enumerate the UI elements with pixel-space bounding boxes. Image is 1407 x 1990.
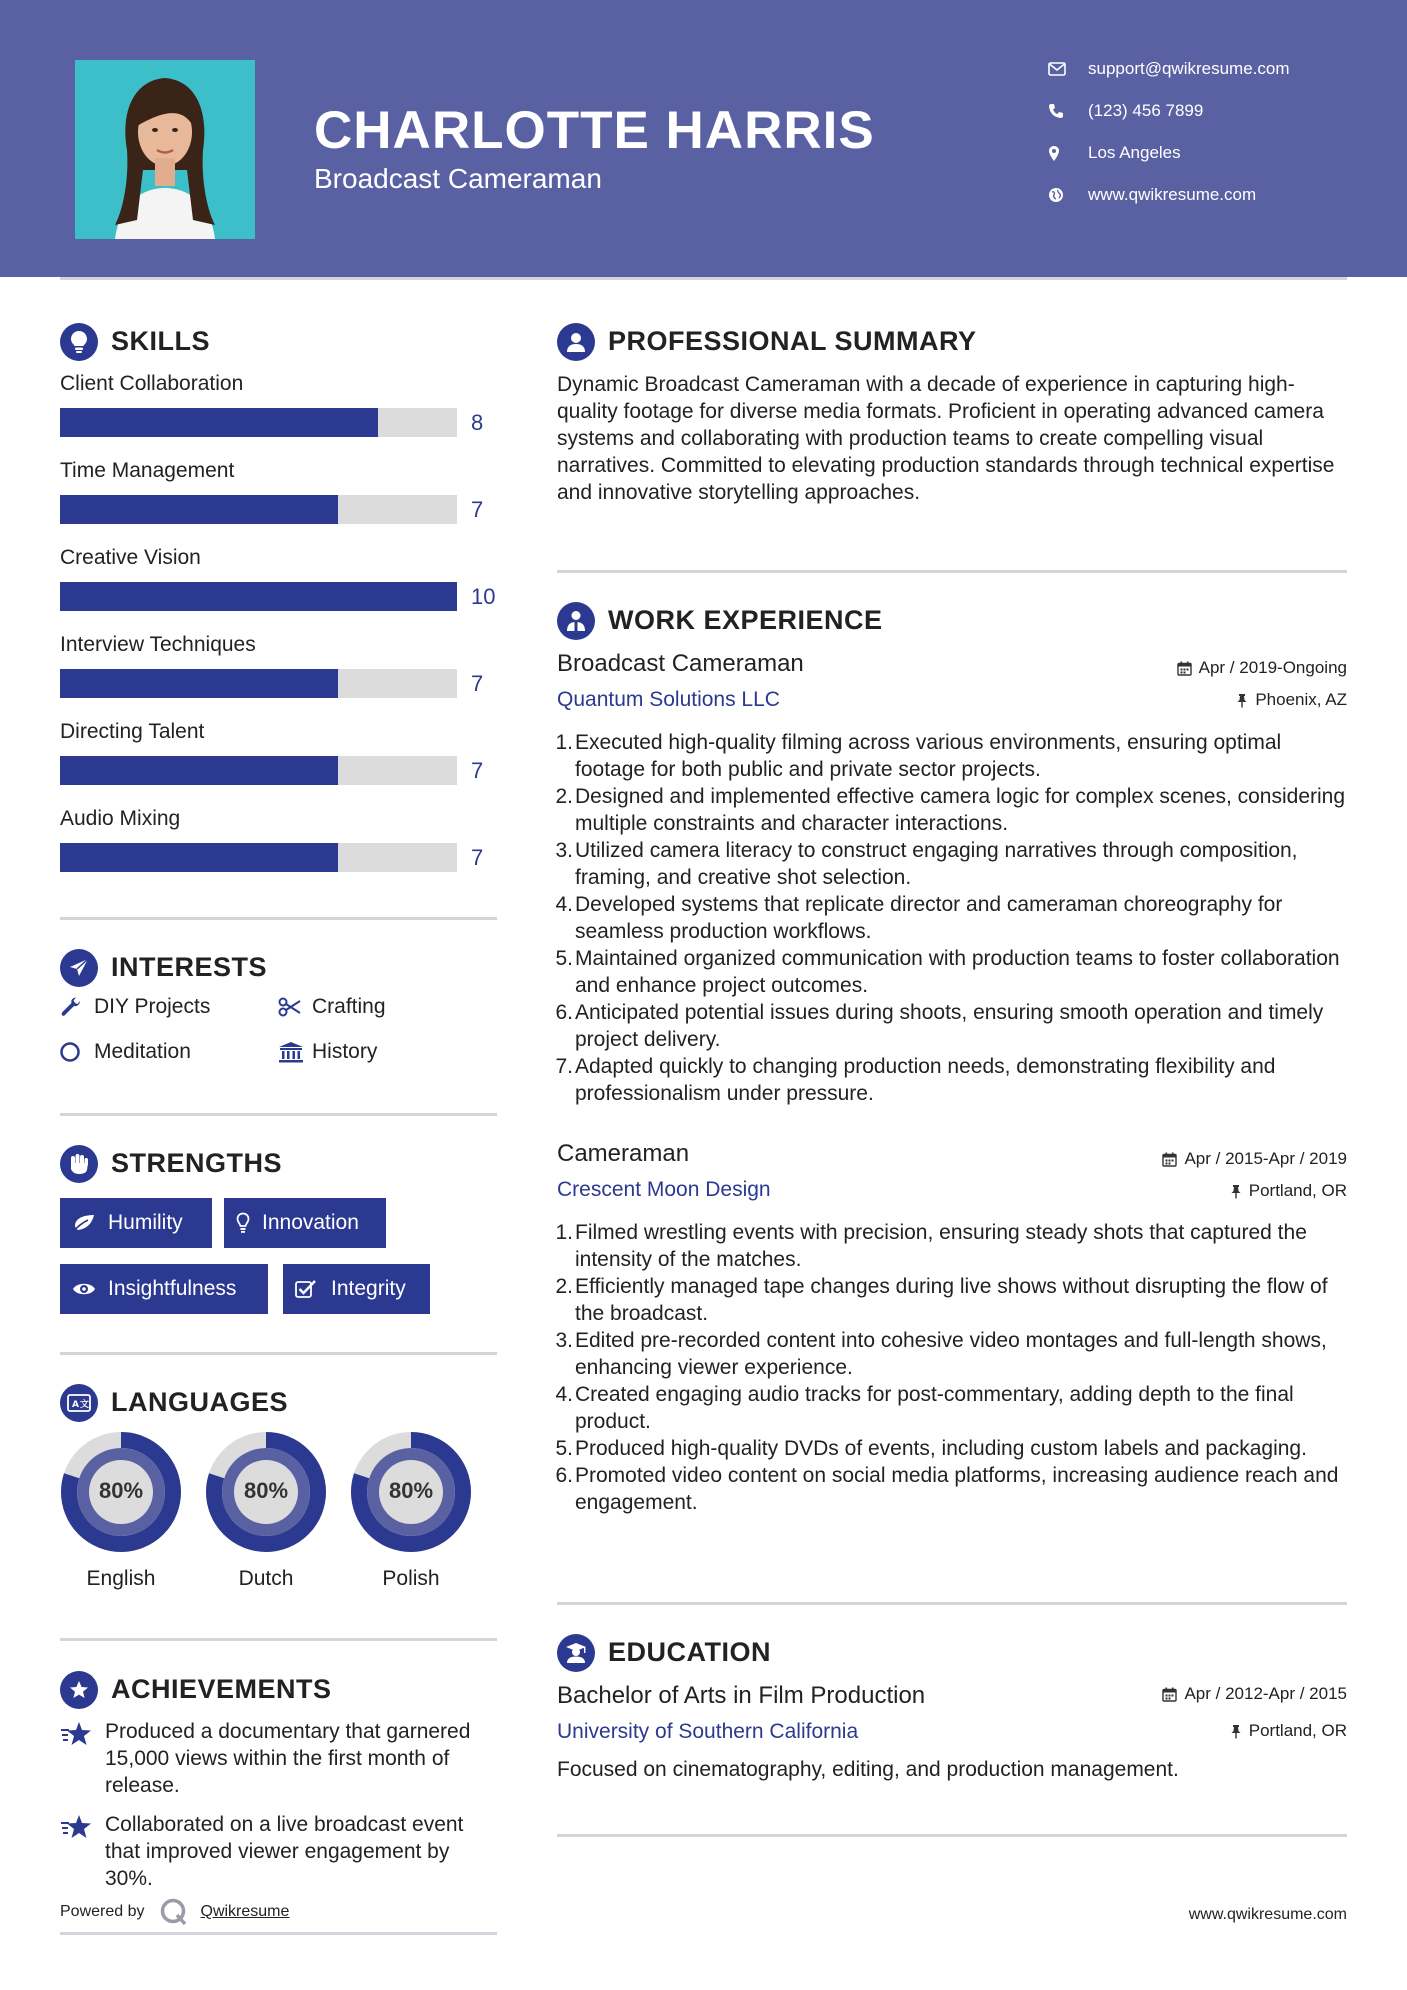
interest-crafting — [278, 995, 386, 1019]
language-label: Polish — [382, 1567, 440, 1590]
interest-diy-projects — [60, 995, 210, 1019]
skill-bar-fill — [60, 843, 338, 872]
skill-bar-track — [60, 843, 457, 872]
checkbox-icon — [295, 1279, 331, 1299]
skill-value: 7 — [471, 758, 484, 783]
responsibility-item — [557, 1435, 1350, 1462]
skill-value: 7 — [471, 671, 484, 696]
achievements-title: ACHIEVEMENTS — [111, 1674, 332, 1704]
responsibility-text: Edited pre-recorded content into cohesive video montages and full-length shows, enhancing viewer experience. — [575, 1329, 1327, 1379]
language-label: Dutch — [238, 1567, 294, 1590]
skill-bar-fill — [60, 582, 457, 611]
scissors-icon — [278, 997, 312, 1017]
responsibility-item — [557, 999, 1350, 1053]
skill-label: Time Management — [60, 459, 235, 482]
list-number: 4. — [555, 1383, 573, 1406]
job-date — [1162, 1149, 1347, 1169]
phone-icon — [1048, 103, 1088, 119]
skill-label: Interview Techniques — [60, 633, 256, 656]
interest-label: Crafting — [312, 995, 386, 1018]
skill-bar-track — [60, 669, 457, 698]
interest-history — [278, 1040, 377, 1064]
language-ring — [60, 1431, 182, 1553]
job-location-text: Phoenix, AZ — [1255, 690, 1347, 709]
achievement-item — [60, 1811, 500, 1892]
eye-icon — [72, 1281, 108, 1297]
responsibility-text: Executed high-quality filming across various environments, ensuring optimal footage for both public and private sector projects. — [575, 731, 1282, 781]
contact-location-text: Los Angeles — [1088, 143, 1181, 162]
summary-divider — [557, 570, 1347, 573]
paper-plane-icon — [60, 949, 98, 987]
achievement-item — [60, 1718, 500, 1799]
svg-text:A: A — [72, 1400, 79, 1410]
responsibility-text: Produced high-quality DVDs of events, including custom labels and packaging. — [575, 1437, 1307, 1460]
strength-label: Humility — [108, 1211, 183, 1234]
responsibility-text: Adapted quickly to changing production needs, demonstrating flexibility and professionalism under pressure. — [575, 1055, 1276, 1105]
skill-value: 10 — [471, 584, 496, 609]
skill-value: 7 — [471, 497, 484, 522]
list-number: 2. — [555, 1275, 573, 1298]
globe-icon — [1048, 187, 1088, 203]
pin-icon — [1236, 693, 1248, 708]
responsibility-text: Efficiently managed tape changes during live shows without disrupting the flow of the broadcast. — [575, 1275, 1328, 1325]
language-icon — [60, 1384, 98, 1422]
calendar-icon — [1162, 1152, 1177, 1167]
experience-divider — [557, 1602, 1347, 1605]
job-title: Broadcast Cameraman — [557, 650, 804, 677]
svg-text:文: 文 — [80, 1400, 90, 1410]
interests-title: INTERESTS — [111, 952, 268, 982]
interests-divider — [60, 1113, 497, 1116]
skill-bar-fill — [60, 408, 378, 437]
achievement-text: Collaborated on a live broadcast event that improved viewer engagement by 30%. — [105, 1813, 464, 1890]
skill-value: 7 — [471, 845, 484, 870]
language-label: English — [86, 1567, 156, 1590]
contact-location — [1048, 138, 1388, 168]
responsibility-text: Filmed wrestling events with precision, ensuring steady shots that captured the intensity of the matches. — [575, 1221, 1307, 1271]
responsibility-text: Developed systems that replicate director and cameraman choreography for seamless production workflows. — [575, 893, 1283, 943]
header-divider — [60, 277, 1347, 280]
skill-label: Creative Vision — [60, 546, 201, 569]
responsibility-item — [557, 1462, 1350, 1516]
list-number: 5. — [555, 1437, 573, 1460]
powered-by — [60, 1897, 289, 1927]
circle-icon — [60, 1041, 94, 1063]
responsibility-item — [557, 1327, 1350, 1381]
user-icon — [557, 323, 595, 361]
fist-icon — [60, 1145, 98, 1183]
achievement-text: Produced a documentary that garnered 15,000 views within the first month of release. — [105, 1720, 471, 1797]
wrench-icon — [60, 996, 94, 1018]
responsibility-item — [557, 837, 1350, 891]
language-percent: 80% — [388, 1478, 434, 1503]
responsibility-text: Designed and implemented effective camera logic for complex scenes, considering multiple constraints and character interactions. — [575, 785, 1346, 835]
skill-bar-track — [60, 495, 457, 524]
responsibility-item — [557, 1053, 1350, 1107]
list-number: 3. — [555, 839, 573, 862]
list-number: 4. — [555, 893, 573, 916]
contact-email[interactable] — [1048, 54, 1388, 84]
skills-title: SKILLS — [111, 326, 211, 356]
summary-title: PROFESSIONAL SUMMARY — [608, 326, 977, 356]
contact-website-text: www.qwikresume.com — [1088, 185, 1257, 204]
list-number: 6. — [555, 1001, 573, 1024]
interest-label: DIY Projects — [94, 995, 211, 1018]
skill-label: Directing Talent — [60, 720, 205, 743]
skill-bar-track — [60, 408, 457, 437]
map-pin-icon — [1048, 145, 1088, 162]
skill-bar-fill — [60, 669, 338, 698]
job-company: Quantum Solutions LLC — [557, 688, 780, 711]
strength-label: Integrity — [331, 1277, 406, 1300]
job-location — [1230, 1181, 1347, 1201]
language-ring — [350, 1431, 472, 1553]
footer-site[interactable]: www.qwikresume.com — [1188, 1906, 1347, 1923]
language-percent: 80% — [98, 1478, 144, 1503]
powered-by-text: Powered by — [60, 1903, 145, 1920]
education-date-text: Apr / 2012-Apr / 2015 — [1184, 1684, 1347, 1703]
skill-label: Audio Mixing — [60, 807, 181, 830]
pin-icon — [1230, 1184, 1242, 1199]
mail-icon — [1048, 62, 1088, 76]
star-icon — [60, 1718, 105, 1799]
experience-title: WORK EXPERIENCE — [608, 605, 883, 635]
list-number: 5. — [555, 947, 573, 970]
skill-label: Client Collaboration — [60, 372, 244, 395]
graduate-icon — [557, 1634, 595, 1672]
calendar-icon — [1162, 1687, 1177, 1702]
responsibility-item — [557, 1219, 1350, 1273]
job-company: Crescent Moon Design — [557, 1178, 771, 1201]
list-number: 1. — [555, 731, 573, 754]
responsibility-text: Promoted video content on social media platforms, increasing audience reach and engagement. — [575, 1464, 1339, 1514]
briefcase-user-icon — [557, 602, 595, 640]
job-title: Cameraman — [557, 1140, 690, 1167]
list-number: 2. — [555, 785, 573, 808]
contact-phone-text: (123) 456 7899 — [1088, 101, 1204, 120]
leaf-icon — [72, 1214, 108, 1232]
contact-website[interactable] — [1048, 180, 1388, 210]
education-location-text: Portland, OR — [1248, 1721, 1347, 1740]
job-date-text: Apr / 2019-Ongoing — [1198, 658, 1347, 677]
strength-label: Innovation — [262, 1211, 359, 1234]
job-responsibilities — [557, 729, 1350, 1107]
strength-badge-humility — [60, 1198, 212, 1248]
language-percent: 80% — [243, 1478, 289, 1503]
job-location-text: Portland, OR — [1248, 1181, 1347, 1200]
list-number: 3. — [555, 1329, 573, 1352]
skills-divider — [60, 917, 497, 920]
museum-icon — [278, 1041, 312, 1063]
responsibility-item — [557, 945, 1350, 999]
lightbulb-icon — [236, 1212, 262, 1234]
responsibility-text: Anticipated potential issues during shoots, ensuring smooth operation and timely project delivery. — [575, 1001, 1324, 1051]
language-ring — [205, 1431, 327, 1553]
lightbulb-icon — [60, 323, 98, 361]
languages-divider — [60, 1638, 497, 1641]
education-title: EDUCATION — [608, 1637, 771, 1667]
skill-bar-track — [60, 756, 457, 785]
resume-header — [0, 0, 1407, 277]
list-number: 6. — [555, 1464, 573, 1487]
summary-text: Dynamic Broadcast Cameraman with a decade of experience in capturing high-quality footage for diverse media formats. Proficient in operating advanced camera systems and collaborating with production teams to create compelling visual narratives. Committed to elevating production standards through technical expertise and innovative storytelling approaches. — [557, 373, 1335, 504]
pin-icon — [1230, 1724, 1242, 1739]
contact-email-text: support@qwikresume.com — [1088, 59, 1290, 78]
responsibility-item — [557, 1381, 1350, 1435]
star-badge-icon — [60, 1671, 98, 1709]
strength-badge-innovation — [224, 1198, 386, 1248]
education-divider — [557, 1834, 1347, 1837]
responsibility-item — [557, 891, 1350, 945]
candidate-role: Broadcast Cameraman — [314, 163, 602, 194]
interest-meditation — [60, 1040, 191, 1064]
responsibility-text: Utilized camera literacy to construct engaging narratives through composition, framing, and creative shot selection. — [575, 839, 1298, 889]
languages-title: LANGUAGES — [111, 1387, 289, 1417]
education-description: Focused on cinematography, editing, and production management. — [557, 1758, 1179, 1781]
job-date — [1177, 658, 1347, 678]
degree-title: Bachelor of Arts in Film Production — [557, 1682, 926, 1709]
responsibility-item — [557, 729, 1350, 783]
responsibility-text: Created engaging audio tracks for post-commentary, adding depth to the final product. — [575, 1383, 1294, 1433]
list-number: 7. — [555, 1055, 573, 1078]
strength-label: Insightfulness — [108, 1277, 237, 1300]
interest-label: Meditation — [94, 1040, 191, 1063]
responsibility-text: Maintained organized communication with production teams to foster collaboration and enhance project outcomes. — [575, 947, 1340, 997]
job-responsibilities — [557, 1219, 1350, 1516]
qwikresume-link[interactable]: Qwikresume — [200, 1903, 290, 1920]
strengths-title: STRENGTHS — [111, 1148, 283, 1178]
school-name: University of Southern California — [557, 1720, 859, 1743]
list-number: 1. — [555, 1221, 573, 1244]
footer-divider — [60, 1932, 497, 1935]
star-icon — [60, 1811, 105, 1892]
contact-phone[interactable] — [1048, 96, 1388, 126]
education-location — [1230, 1721, 1347, 1741]
responsibility-item — [557, 1273, 1350, 1327]
strengths-divider — [60, 1352, 497, 1355]
skill-bar-track — [60, 582, 457, 611]
job-location — [1236, 690, 1347, 710]
strength-badge-integrity — [283, 1264, 430, 1314]
strength-badge-insightfulness — [60, 1264, 268, 1314]
education-date — [1162, 1684, 1347, 1704]
responsibility-item — [557, 783, 1350, 837]
job-date-text: Apr / 2015-Apr / 2019 — [1184, 1149, 1347, 1168]
skill-bar-fill — [60, 756, 338, 785]
skill-bar-fill — [60, 495, 338, 524]
interest-label: History — [312, 1040, 378, 1063]
skill-value: 8 — [471, 410, 484, 435]
candidate-name: CHARLOTTE HARRIS — [314, 101, 875, 160]
profile-photo — [75, 60, 255, 239]
qwikresume-logo-icon — [159, 1897, 189, 1927]
calendar-icon — [1177, 661, 1192, 676]
